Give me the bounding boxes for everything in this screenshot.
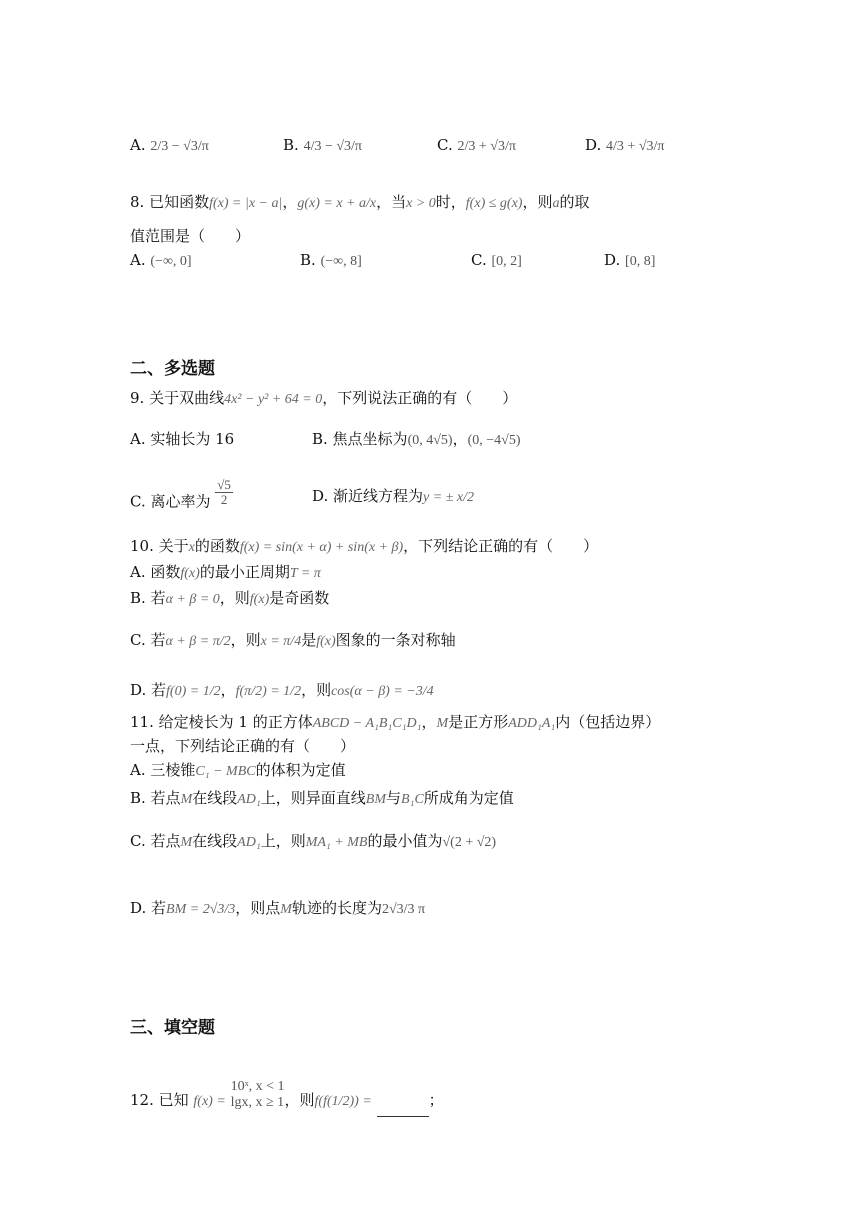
math-eccentricity	[215, 478, 233, 507]
stem-text: 10. 关于	[130, 537, 189, 555]
option-label: D.	[604, 251, 621, 269]
math-axis: x = π/4	[260, 634, 302, 649]
stem-text: ，则点	[235, 899, 281, 917]
stem-text: D. 若	[130, 899, 167, 917]
stem-text: 8. 已知函数	[130, 193, 210, 211]
math-cond: x > 0	[406, 196, 436, 211]
option-label: B. 焦点坐标为	[312, 430, 408, 448]
q8-option-d	[604, 250, 655, 272]
option-a-expr: 2/3 − √3/π	[150, 139, 209, 154]
math-cond: α + β = π/2	[165, 634, 231, 649]
math-f: f(x)	[180, 566, 200, 581]
stem-text: 上，则	[260, 832, 306, 850]
option-label: A.	[130, 251, 146, 269]
math-composite: f(f(1/2)) =	[314, 1094, 372, 1109]
math-cond: α + β = 0	[165, 592, 220, 607]
math-pyramid: C₁ − MBC	[195, 764, 256, 779]
math-asymptote: y = ± x/2	[423, 490, 474, 505]
option-b-value: (−∞, 8]	[320, 254, 362, 269]
stem-text: 11. 给定棱长为 1 的正方体	[130, 713, 313, 731]
stem-text: 在线段	[192, 832, 238, 850]
math-line-2: B₁C	[401, 792, 424, 807]
stem-text: 9. 关于双曲线	[130, 389, 225, 407]
q11-stem-line2: 一点，下列结论正确的有（ ）	[130, 737, 356, 755]
math-point: M	[436, 716, 449, 731]
math-period: T = π	[289, 566, 321, 581]
q11-option-b	[130, 788, 514, 810]
math-segment: AD₁	[237, 835, 261, 850]
option-a-value: (−∞, 0]	[150, 254, 192, 269]
math-var: x	[188, 540, 195, 555]
math-cond: BM = 2√3/3	[166, 902, 236, 917]
option-c-value: [0, 2]	[491, 254, 522, 269]
q10-option-a	[130, 562, 321, 584]
stem-text: C. 若点	[130, 832, 181, 850]
math-f: f(x)	[316, 634, 336, 649]
math-face: ADD₁A₁	[508, 716, 556, 731]
stem-text: B. 若	[130, 589, 166, 607]
stem-text: 是正方形	[448, 713, 509, 731]
stem-text: ，	[452, 430, 468, 448]
q8-stem-line2: 值范围是（ ）	[130, 227, 251, 245]
stem-text: 12. 已知	[130, 1091, 189, 1109]
piecewise-cases	[231, 1079, 285, 1111]
stem-text: C. 若	[130, 631, 166, 649]
stem-text: 图象的一条对称轴	[335, 631, 456, 649]
q8-stem-line1	[130, 192, 589, 214]
stem-text: A. 三棱锥	[130, 761, 196, 779]
option-label: C.	[437, 136, 453, 154]
stem-text: ，则	[230, 631, 261, 649]
fraction-denominator: 2	[220, 492, 228, 507]
stem-text: ，	[220, 681, 236, 699]
math-function: f(x) = sin(x + α) + sin(x + β)	[239, 540, 404, 555]
stem-text: 是奇函数	[269, 589, 330, 607]
stem-text: ，下列结论正确的有（ ）	[403, 537, 599, 555]
stem-text: ，	[421, 713, 437, 731]
math-focus-2: (0, −4√5)	[467, 433, 521, 448]
q8-option-c	[471, 250, 522, 272]
option-label: A.	[130, 136, 146, 154]
q10-stem	[130, 536, 598, 558]
q9-option-b	[312, 429, 521, 451]
math-point: M	[180, 792, 193, 807]
stem-text: ，下列说法正确的有（ ）	[322, 389, 518, 407]
math-cond-1: f(0) = 1/2	[166, 684, 221, 699]
stem-text: 的取	[559, 193, 590, 211]
q12-stem	[130, 1079, 444, 1117]
stem-text: 上，则异面直线	[260, 789, 366, 807]
math-focus-1: (0, 4√5)	[407, 433, 453, 448]
q10-option-b	[130, 588, 329, 610]
stem-text: 内（包括边界）	[555, 713, 661, 731]
option-label: C.	[471, 251, 487, 269]
q8-option-b	[300, 250, 362, 272]
piecewise-case-2: lgx, x ≥ 1	[230, 1095, 285, 1110]
option-d-value: [0, 8]	[625, 254, 656, 269]
option-c-expr: 2/3 + √3/π	[457, 139, 516, 154]
q11-option-c	[130, 831, 496, 853]
math-g-def: g(x) = x + a/x	[297, 196, 377, 211]
stem-text: D. 若	[130, 681, 167, 699]
q7-option-d	[585, 135, 664, 157]
q11-option-a	[130, 760, 346, 782]
q9-option-a: A. 实轴长为 16	[130, 430, 235, 448]
stem-text: ；	[428, 1091, 444, 1109]
section-title-multi-choice: 二、多选题	[130, 359, 215, 379]
math-point: M	[180, 835, 193, 850]
stem-text: 时，	[435, 193, 466, 211]
option-label: C. 离心率为	[130, 492, 211, 511]
math-result: cos(α − β) = −3/4	[331, 684, 434, 699]
math-min-value: √(2 + √2)	[442, 835, 497, 850]
math-point: M	[280, 902, 292, 917]
math-f-def: f(x) = |x − a|	[209, 196, 283, 211]
stem-text: 的函数	[194, 537, 240, 555]
math-f: f(x)	[249, 592, 270, 607]
stem-text: ，	[282, 193, 298, 211]
q8-option-a	[130, 250, 192, 272]
option-label: D. 渐近线方程为	[312, 487, 424, 505]
math-line-1: BM	[365, 792, 387, 807]
stem-text: 在线段	[192, 789, 238, 807]
stem-text: 的体积为定值	[255, 761, 346, 779]
math-arc-length: 2√3/3 π	[381, 902, 426, 917]
option-label: B.	[283, 136, 299, 154]
stem-text: ，当	[376, 193, 407, 211]
answer-blank[interactable]	[377, 1102, 429, 1117]
section-title-fill-in: 三、填空题	[130, 1018, 215, 1038]
math-hyperbola-eq: 4x² − y² + 64 = 0	[224, 392, 323, 407]
q11-stem-line1	[130, 712, 660, 734]
fraction-numerator: √5	[217, 477, 231, 492]
piecewise-case-1: 10ˣ, x < 1	[230, 1079, 285, 1094]
q10-option-d	[130, 680, 434, 702]
math-sum: MA₁ + MB	[305, 835, 368, 850]
stem-text: 轨迹的长度为	[291, 899, 382, 917]
q9-option-c	[130, 477, 233, 517]
stem-text: ，则	[522, 193, 553, 211]
option-label: D.	[585, 136, 602, 154]
math-cube: ABCD − A₁B₁C₁D₁	[312, 716, 422, 731]
stem-text: 是	[301, 631, 317, 649]
math-segment: AD₁	[237, 792, 261, 807]
option-label: B.	[300, 251, 316, 269]
q9-stem	[130, 388, 517, 410]
stem-text: 的最小正周期	[199, 563, 290, 581]
math-f-lhs: f(x) =	[193, 1094, 226, 1109]
stem-text: ，则	[219, 589, 250, 607]
stem-text: 与	[386, 789, 402, 807]
q11-option-d	[130, 898, 425, 920]
option-d-expr: 4/3 + √3/π	[606, 139, 665, 154]
q10-option-c	[130, 630, 456, 652]
q7-option-c	[437, 135, 516, 157]
math-ineq: f(x) ≤ g(x)	[465, 196, 523, 211]
q7-option-a	[130, 135, 209, 157]
stem-text: A. 函数	[130, 563, 181, 581]
stem-text: 的最小值为	[367, 832, 443, 850]
stem-text: ，则	[284, 1091, 315, 1109]
stem-text: ，则	[301, 681, 332, 699]
q7-option-b	[283, 135, 362, 157]
q9-option-d	[312, 486, 474, 508]
stem-text: B. 若点	[130, 789, 181, 807]
stem-text: 所成角为定值	[423, 789, 514, 807]
math-cond-2: f(π/2) = 1/2	[235, 684, 302, 699]
math-var: a	[552, 196, 560, 211]
option-b-expr: 4/3 − √3/π	[303, 139, 363, 154]
